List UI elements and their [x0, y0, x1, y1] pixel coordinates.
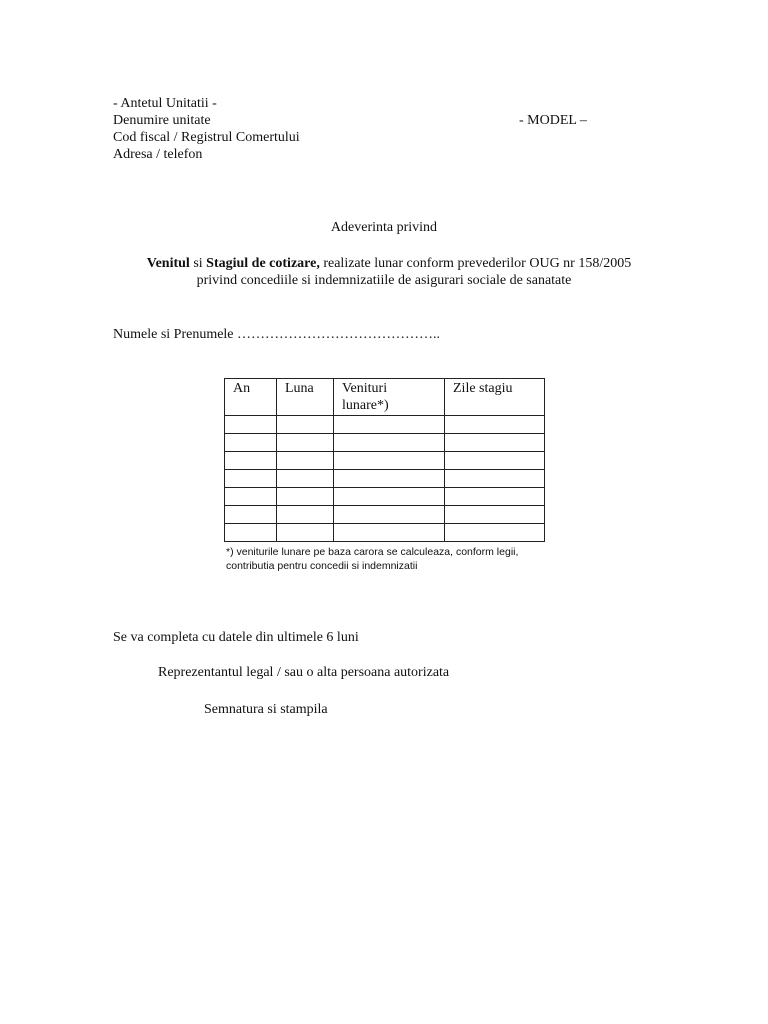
header-venituri: [334, 379, 445, 416]
model-label: - MODEL –: [519, 113, 587, 128]
cell-an[interactable]: [225, 452, 277, 470]
table-row: [225, 524, 545, 542]
footnote-line-1: *) veniturile lunare pe baza carora se calculeaza, conform legii,: [226, 546, 519, 558]
cell-zile[interactable]: [445, 434, 545, 452]
cell-an[interactable]: [225, 434, 277, 452]
name-label: Numele si Prenumele: [113, 327, 234, 342]
cell-venituri[interactable]: [334, 470, 445, 488]
cell-venituri[interactable]: [334, 506, 445, 524]
subtitle-stagiul: Stagiul de cotizare,: [206, 256, 320, 271]
cell-an[interactable]: [225, 416, 277, 434]
table-body: [225, 416, 545, 542]
cell-zile[interactable]: [445, 506, 545, 524]
cell-venituri[interactable]: [334, 488, 445, 506]
cell-venituri[interactable]: [334, 434, 445, 452]
cell-luna[interactable]: [277, 470, 334, 488]
cell-luna[interactable]: [277, 434, 334, 452]
table-row: [225, 506, 545, 524]
representative-label: Reprezentantul legal / sau o alta persoana autorizata: [158, 665, 450, 680]
table-row: [225, 416, 545, 434]
cell-venituri[interactable]: [334, 452, 445, 470]
header-fiscal-code: Cod fiscal / Registrul Comertului: [113, 130, 300, 145]
cell-an[interactable]: [225, 488, 277, 506]
cell-zile[interactable]: [445, 452, 545, 470]
cell-an[interactable]: [225, 524, 277, 542]
header-an: An: [225, 379, 277, 416]
header-company-name: Denumire unitate: [113, 113, 211, 128]
cell-luna[interactable]: [277, 488, 334, 506]
header-venituri-line2: lunare*): [342, 398, 389, 413]
cell-an[interactable]: [225, 470, 277, 488]
document-subtitle-line-1: [0, 255, 768, 272]
header-address-phone: Adresa / telefon: [113, 147, 203, 162]
income-table: [224, 378, 545, 542]
table-row: [225, 488, 545, 506]
subtitle-rest: realizate lunar conform prevederilor OUG nr 158/2005: [319, 256, 632, 271]
document-subtitle-line-2: privind concediile si indemnizatiile de asigurari sociale de sanatate: [196, 273, 572, 288]
signature-label: Semnatura si stampila: [204, 702, 328, 717]
name-field: [113, 326, 440, 343]
company-header: [113, 95, 300, 163]
table-row: [225, 470, 545, 488]
cell-zile[interactable]: [445, 524, 545, 542]
header-luna: Luna: [277, 379, 334, 416]
cell-venituri[interactable]: [334, 416, 445, 434]
table-row: [225, 434, 545, 452]
cell-an[interactable]: [225, 506, 277, 524]
cell-zile[interactable]: [445, 416, 545, 434]
name-dotted-line: ……………………………………..: [237, 327, 441, 342]
instruction-text: Se va completa cu datele din ultimele 6 luni: [113, 630, 359, 645]
subtitle-venitul: Venitul: [146, 256, 190, 271]
table-footnote: [226, 545, 518, 573]
footnote-line-2: contributia pentru concedii si indemnizatii: [226, 560, 418, 572]
table-header-row: [225, 379, 545, 416]
cell-zile[interactable]: [445, 488, 545, 506]
document-title: Adeverinta privind: [330, 220, 438, 235]
cell-luna[interactable]: [277, 452, 334, 470]
cell-venituri[interactable]: [334, 524, 445, 542]
header-letterhead: - Antetul Unitatii -: [113, 96, 217, 111]
subtitle-si: si: [189, 256, 207, 271]
header-venituri-line1: Venituri: [342, 381, 388, 396]
cell-luna[interactable]: [277, 524, 334, 542]
cell-luna[interactable]: [277, 416, 334, 434]
cell-luna[interactable]: [277, 506, 334, 524]
cell-zile[interactable]: [445, 470, 545, 488]
table-row: [225, 452, 545, 470]
header-zile-stagiu: Zile stagiu: [445, 379, 545, 416]
